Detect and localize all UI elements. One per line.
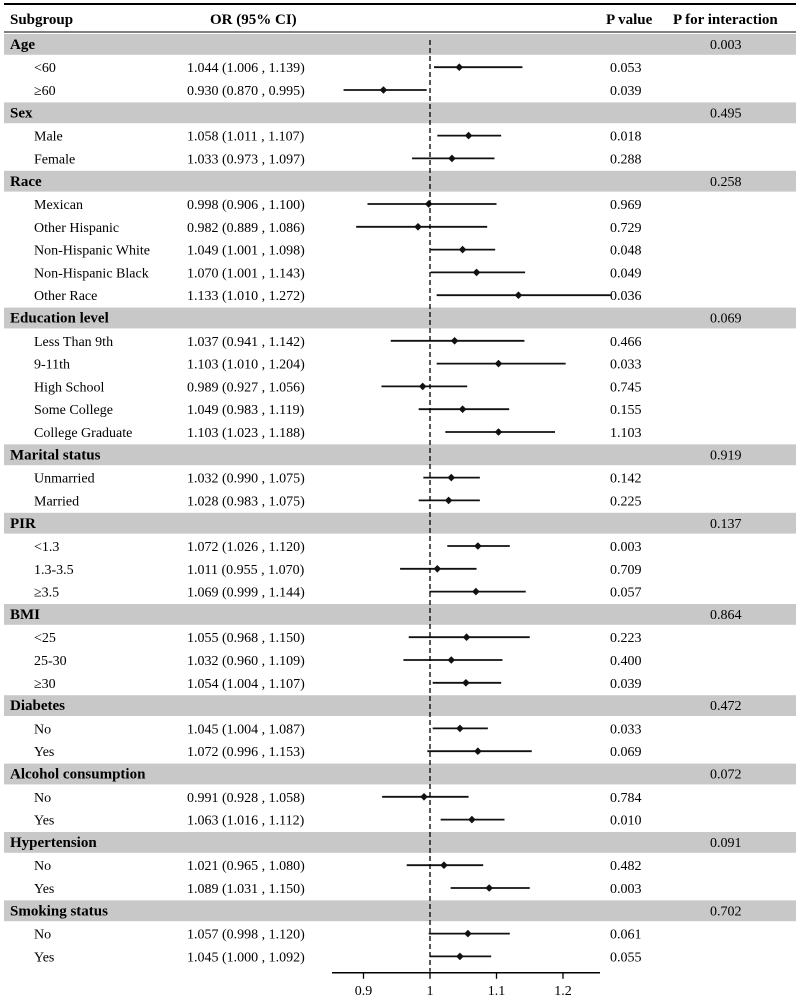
- p-value: 0.036: [610, 289, 642, 305]
- group-band: [4, 832, 796, 853]
- p-value: 0.784: [610, 790, 642, 806]
- p-value: 0.709: [610, 562, 642, 578]
- p-interaction-value: 0.137: [710, 516, 742, 532]
- p-value: 0.969: [610, 198, 642, 213]
- x-tick-label: 1.1: [487, 983, 506, 999]
- or-point: [448, 155, 456, 163]
- p-value: 0.049: [610, 266, 642, 282]
- p-value: 0.033: [610, 357, 642, 373]
- header-subgroup: Subgroup: [10, 12, 74, 28]
- or-point: [459, 405, 467, 413]
- p-value: 0.039: [610, 676, 642, 692]
- or-point: [420, 793, 428, 801]
- or-ci-text: 1.045 (1.004 , 1.087): [187, 722, 305, 738]
- x-tick-label: 1.2: [554, 983, 572, 999]
- or-point: [468, 816, 476, 824]
- x-tick-label: 1: [426, 983, 434, 999]
- group-band: [4, 695, 796, 716]
- group-band: [4, 900, 796, 921]
- or-ci-text: 1.049 (0.983 , 1.119): [187, 403, 305, 419]
- or-point: [414, 223, 422, 231]
- group-label: Education level: [10, 310, 109, 327]
- or-point: [459, 246, 467, 254]
- or-point: [462, 679, 470, 687]
- row-label: Unmarried: [34, 471, 95, 487]
- row-label: No: [34, 722, 52, 738]
- p-value: 0.061: [610, 927, 642, 943]
- row-label: ≥60: [34, 84, 56, 99]
- or-ci-text: 1.028 (0.983 , 1.075): [187, 494, 305, 510]
- or-point: [495, 360, 503, 368]
- p-interaction-value: 0.495: [710, 106, 742, 122]
- or-ci-text: 1.089 (1.031 , 1.150): [187, 882, 305, 897]
- row-label: <1.3: [34, 540, 60, 555]
- p-value: 0.466: [610, 334, 642, 350]
- or-ci-text: 1.011 (0.955 , 1.070): [187, 562, 305, 578]
- or-point: [472, 588, 480, 596]
- p-value: 0.048: [610, 243, 642, 259]
- or-point: [515, 291, 523, 299]
- p-interaction-value: 0.003: [710, 38, 742, 53]
- or-ci-text: 1.072 (1.026 , 1.120): [187, 540, 305, 555]
- or-point: [425, 200, 433, 208]
- group-band: [4, 34, 796, 55]
- or-point: [465, 132, 473, 140]
- or-ci-text: 0.982 (0.889 , 1.086): [187, 220, 305, 236]
- or-ci-text: 1.021 (0.965 , 1.080): [187, 859, 305, 875]
- p-value: 0.010: [610, 813, 642, 829]
- p-value: 0.057: [610, 585, 642, 601]
- row-label: Yes: [34, 950, 55, 966]
- or-ci-text: 0.991 (0.928 , 1.058): [187, 790, 305, 806]
- or-ci-text: 1.044 (1.006 , 1.139): [187, 61, 305, 77]
- or-ci-text: 1.032 (0.990 , 1.075): [187, 471, 305, 487]
- header-p-interaction: P for interaction: [673, 12, 778, 28]
- row-label: Male: [34, 129, 63, 145]
- p-interaction-value: 0.864: [710, 608, 742, 623]
- row-label: Less Than 9th: [34, 334, 114, 350]
- group-band: [4, 308, 796, 329]
- group-label: Alcohol consumption: [10, 766, 146, 783]
- p-interaction-value: 0.258: [710, 174, 742, 190]
- p-interaction-value: 0.069: [710, 311, 742, 327]
- row-label: No: [34, 790, 52, 806]
- or-ci-text: 1.058 (1.011 , 1.107): [187, 129, 305, 145]
- p-value: 0.003: [610, 882, 642, 897]
- row-label: No: [34, 927, 52, 943]
- or-ci-text: 1.103 (1.023 , 1.188): [187, 426, 305, 441]
- p-value: 0.225: [610, 494, 642, 510]
- group-band: [4, 444, 796, 465]
- or-point: [451, 337, 459, 345]
- or-point: [474, 542, 482, 550]
- or-point: [456, 953, 464, 961]
- p-interaction-value: 0.702: [710, 904, 742, 920]
- table-rows: [4, 4, 796, 965]
- or-ci-text: 1.045 (1.000 , 1.092): [187, 950, 305, 966]
- or-point: [434, 565, 442, 573]
- p-value: 1.103: [610, 426, 642, 441]
- p-interaction-value: 0.919: [710, 448, 742, 464]
- row-label: No: [34, 859, 52, 875]
- or-ci-text: 1.032 (0.960 , 1.109): [187, 654, 305, 669]
- row-label: <25: [34, 631, 56, 647]
- or-ci-text: 0.998 (0.906 , 1.100): [187, 198, 305, 213]
- p-value: 0.223: [610, 631, 642, 647]
- row-label: Yes: [34, 882, 55, 897]
- p-value: 0.482: [610, 859, 642, 875]
- row-label: Yes: [34, 745, 55, 761]
- p-value: 0.018: [610, 129, 642, 145]
- or-ci-text: 0.989 (0.927 , 1.056): [187, 380, 305, 396]
- p-value: 0.055: [610, 950, 642, 966]
- p-value: 0.142: [610, 471, 642, 487]
- row-label: Some College: [34, 403, 113, 419]
- p-interaction-value: 0.091: [710, 836, 742, 851]
- or-ci-text: 1.055 (0.968 , 1.150): [187, 631, 305, 647]
- p-value: 0.003: [610, 540, 642, 555]
- or-ci-text: 1.063 (1.016 , 1.112): [187, 813, 305, 829]
- or-point: [440, 861, 448, 869]
- or-ci-text: 1.069 (0.999 , 1.144): [187, 585, 305, 601]
- row-label: College Graduate: [34, 426, 133, 441]
- or-ci-text: 1.103 (1.010 , 1.204): [187, 357, 305, 373]
- header-or: OR (95% CI): [210, 12, 297, 28]
- p-value: 0.053: [610, 61, 642, 77]
- p-value: 0.033: [610, 722, 642, 738]
- p-value: 0.400: [610, 654, 642, 669]
- group-band: [4, 102, 796, 123]
- p-value: 0.288: [610, 152, 642, 168]
- or-point: [495, 428, 503, 436]
- group-label: PIR: [10, 515, 36, 532]
- p-value: 0.745: [610, 380, 642, 396]
- group-label: Race: [10, 173, 42, 190]
- row-label: Married: [34, 494, 80, 510]
- p-value: 0.729: [610, 220, 642, 236]
- or-ci-text: 1.070 (1.001 , 1.143): [187, 266, 305, 282]
- group-label: Diabetes: [10, 698, 65, 715]
- or-ci-text: 1.072 (0.996 , 1.153): [187, 745, 305, 761]
- or-point: [485, 884, 493, 892]
- group-label: Marital status: [10, 447, 101, 464]
- group-label: Hypertension: [10, 835, 97, 851]
- row-label: Yes: [34, 813, 55, 829]
- or-point: [455, 63, 463, 71]
- or-ci-text: 1.033 (0.973 , 1.097): [187, 152, 305, 168]
- row-label: ≥30: [34, 676, 56, 692]
- p-interaction-value: 0.472: [710, 699, 742, 715]
- row-label: 9-11th: [34, 357, 71, 373]
- or-ci-text: 1.133 (1.010 , 1.272): [187, 289, 305, 305]
- p-value: 0.039: [610, 84, 642, 99]
- or-point: [456, 725, 464, 733]
- or-ci-text: 0.930 (0.870 , 0.995): [187, 84, 305, 99]
- or-point: [447, 656, 455, 664]
- row-label: High School: [34, 380, 105, 396]
- x-tick-label: 0.9: [354, 983, 373, 999]
- or-point: [445, 497, 453, 505]
- or-point: [463, 633, 471, 641]
- group-band: [4, 171, 796, 192]
- row-label: Non-Hispanic White: [34, 243, 150, 259]
- or-point: [464, 930, 472, 938]
- group-band: [4, 604, 796, 625]
- row-label: Other Hispanic: [34, 220, 120, 236]
- row-label: 25-30: [34, 654, 67, 669]
- group-label: BMI: [10, 607, 40, 623]
- row-label: Non-Hispanic Black: [34, 266, 149, 282]
- table-header: [10, 12, 778, 28]
- group-label: Smoking status: [10, 903, 108, 920]
- or-point: [473, 269, 481, 277]
- or-ci-text: 1.049 (1.001 , 1.098): [187, 243, 305, 259]
- or-point: [447, 474, 455, 482]
- row-label: Other Race: [34, 289, 98, 305]
- row-label: Female: [34, 152, 76, 168]
- row-label: Mexican: [34, 198, 83, 213]
- or-point: [419, 383, 427, 391]
- group-label: Sex: [10, 105, 33, 122]
- or-point: [474, 747, 482, 755]
- row-label: <60: [34, 61, 56, 77]
- p-interaction-value: 0.072: [710, 767, 742, 783]
- or-ci-text: 1.054 (1.004 , 1.107): [187, 676, 305, 692]
- row-label: 1.3-3.5: [34, 562, 74, 578]
- group-band: [4, 513, 796, 534]
- p-value: 0.155: [610, 403, 642, 419]
- p-value: 0.069: [610, 745, 642, 761]
- row-label: ≥3.5: [34, 585, 60, 601]
- or-ci-text: 1.037 (0.941 , 1.142): [187, 334, 305, 350]
- or-point: [380, 86, 388, 94]
- x-axis: [332, 973, 600, 999]
- or-ci-text: 1.057 (0.998 , 1.120): [187, 927, 305, 943]
- group-label: Age: [10, 37, 35, 53]
- header-pvalue: P value: [606, 12, 653, 28]
